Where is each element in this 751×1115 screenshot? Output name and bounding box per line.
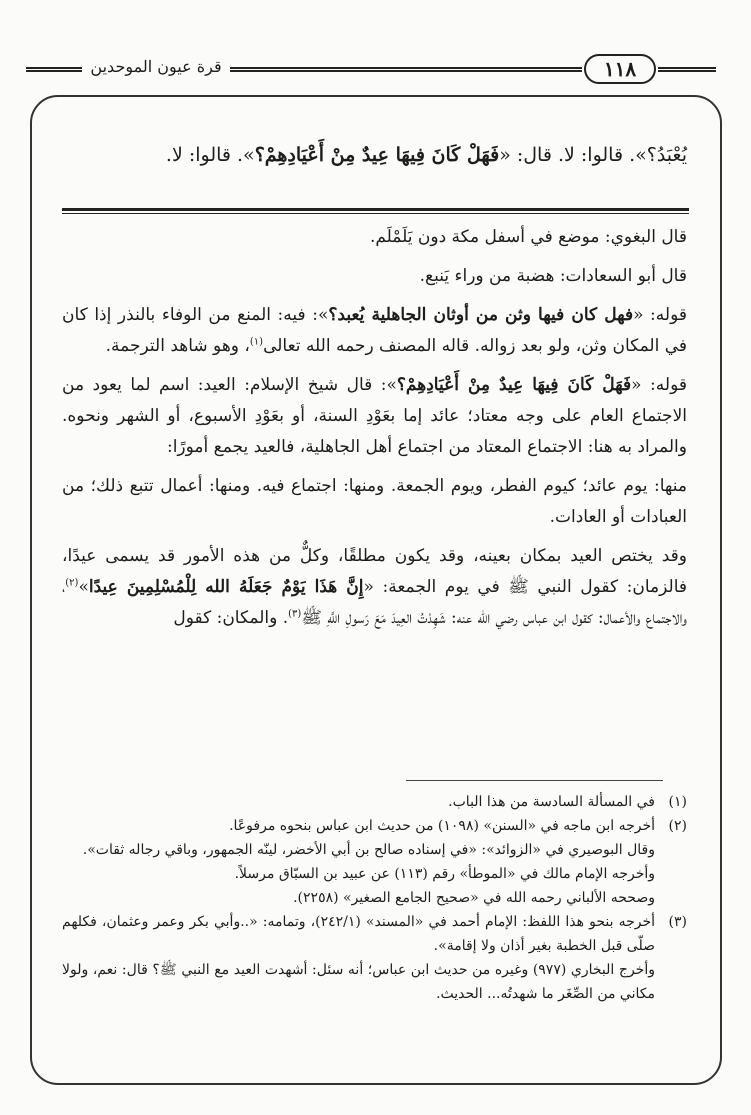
book-title: قرة عيون الموحدين <box>90 57 222 76</box>
page-header <box>0 52 751 92</box>
footnote-2-line-4: وصححه الألباني رحمه الله في «صحيح الجامع الصغير» (٢٢٥٨). <box>293 890 655 906</box>
footnote-ref-3: (٣) <box>288 608 302 620</box>
quote-text-end: ». قالوا: لا. <box>165 144 255 166</box>
paragraph-6: وقد يختص العيد بمكان بعينه، وقد يكون مطلقًا، وكلٌّ من هذه الأمور قد يسمى عيدًا، فالزمان: كقول النبي ﷺ في يوم الجمعة: «إِنَّ هَذَا يَوْمٌ جَعَلَهُ الله لِلْمُسْلِمِينَ عِيدًا»$^{(٢)}$، والاجتماع والأعمال: كقول ابن عباس رضي الله عنه: شَهِدْتُ العِيدَ مَعَ رَسولِ اللَّهِ ﷺ$^{(٣)}$. والمكان: كقول <box>62 546 688 628</box>
hadith-quote <box>62 140 687 170</box>
footnote-ref-1: (١) <box>249 336 264 348</box>
quote-bold: فَهَلْ كَانَ فِيهَا عِيدٌ مِنْ أَعْيَادِهِمْ؟ <box>254 144 500 166</box>
quote-text: يُعْبَدُ؟». قالوا: لا. قال: « <box>499 144 687 166</box>
footnote-3-line-2: وأخرج البخاري (٩٧٧) وغيره من حديث ابن عباس؛ أنه سئل: أشهدت العيد مع النبي ﷺ؟ قال: نعم، ولولا مكاني من الصِّغَر ما شهدتُه... الحديث. <box>62 962 655 1002</box>
header-rule-right <box>658 67 716 72</box>
section-separator <box>62 208 689 214</box>
footnote-2: (٢) أخرجه ابن ماجه في «السنن» (١٠٩٨) من حديث ابن عباس بنحوه مرفوعًا. <box>229 818 687 834</box>
page-number: ١١٨ <box>584 54 656 84</box>
footnote-rule <box>406 780 663 781</box>
footnote-1: (١) في المسألة السادسة من هذا الباب. <box>448 794 687 810</box>
header-rule-middle <box>230 67 582 72</box>
footnote-2-line-3: وأخرجه الإمام مالك في «الموطأ» رقم (١١٣) عن عبيد بن السبّاق مرسلاً. <box>234 866 655 882</box>
footnotes <box>62 790 687 1006</box>
paragraph-3: قوله: «فهل كان فيها وثن من أوثان الجاهلية يُعبد؟»: فيه: المنع من الوفاء بالنذر إذا كان في المكان وثن، ولو بعد زواله. قاله المصنف رحمه الله تعالى$^{(١)}$، وهو شاهد الترجمة. <box>62 305 687 356</box>
commentary <box>62 222 687 642</box>
footnote-3: (٣) أخرجه بنحو هذا اللفظ: الإمام أحمد في «المسند» (٢٤٢/١)، وتمامه: «..وأبي بكر وعمر وعثمان، فكلهم صلّى قبل الخطبة بغير أذان ولا إقامة». <box>62 914 687 954</box>
footnote-ref-2: (٢) <box>65 577 79 589</box>
footnote-2-line-2: وقال البوصيري في «الزوائد»: «في إسناده صالح بن أبي الأخضر، لينّه الجمهور، وباقي رجاله ثقات». <box>82 842 655 858</box>
paragraph-5: منها: يوم عائد؛ كيوم الفطر، ويوم الجمعة. ومنها: اجتماع فيه. ومنها: أعمال تتبع ذلك؛ من العبادات أو العادات. <box>62 476 687 527</box>
paragraph-4: قوله: «فَهَلْ كَانَ فِيهَا عِيدٌ مِنْ أَعْيَادِهِمْ؟»: قال شيخ الإسلام: العيد: اسم لما يعود من الاجتماع العام على وجه معتاد؛ عائد إما بعَوْدِ السنة، أو بعَوْدِ الأسبوع، أو الشهر ونحوه. والمراد به هنا: الاجتماع المعتاد من اجتماع أهل الجاهلية، فالعيد يجمع أمورًا: <box>62 375 687 457</box>
paragraph-1: قال البغوي: موضع في أسفل مكة دون يَلَمْلَم. <box>369 227 687 247</box>
header-rule-left <box>26 67 82 72</box>
paragraph-2: قال أبو السعادات: هضبة من وراء يَنبع. <box>419 266 687 286</box>
